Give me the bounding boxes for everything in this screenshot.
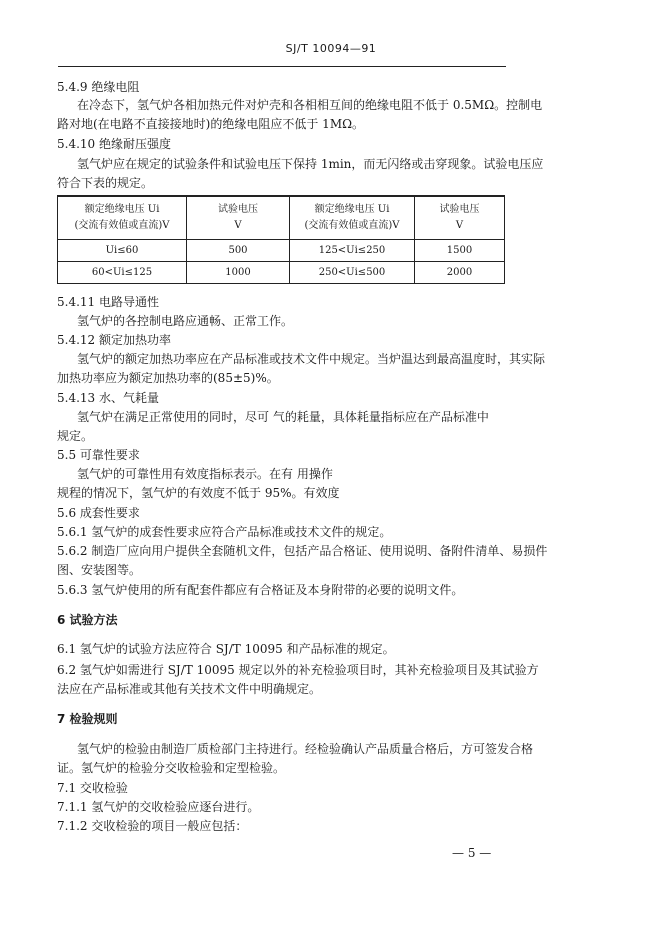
heading-5-5: 5.5 可靠性要求 bbox=[57, 448, 140, 462]
standard-number-header: SJ/T 10094—91 bbox=[285, 42, 377, 55]
header-line: V bbox=[234, 220, 242, 231]
paragraph-line: 5.6.3 氢气炉使用的所有配套件都应有合格证及本身附带的必要的说明文件。 bbox=[57, 583, 464, 597]
table-cell: Ui≤60 bbox=[58, 240, 187, 262]
header-line: V bbox=[455, 220, 464, 231]
header-rule bbox=[58, 66, 506, 67]
paragraph-line: 6.1 氢气炉的试验方法应符合 SJ/T 10095 和产品标准的规定。 bbox=[57, 642, 395, 656]
table-header-cell bbox=[58, 196, 187, 240]
header-line: 额定绝缘电压 Ui bbox=[314, 204, 390, 215]
heading-5-4-9: 5.4.9 绝缘电阻 bbox=[57, 80, 140, 94]
paragraph-line: 氢气炉的可靠性用有效度指标表示。在有 用操作 bbox=[77, 467, 333, 481]
table-header-cell bbox=[415, 196, 505, 240]
header-line: (交流有效值或直流)V bbox=[304, 220, 400, 231]
table-cell: 1500 bbox=[415, 240, 505, 262]
paragraph-line: 6.2 氢气炉如需进行 SJ/T 10095 规定以外的补充检验项目时，其补充检验项目及其试验方 bbox=[57, 663, 539, 677]
paragraph-line: 在冷态下，氢气炉各相加热元件对炉壳和各相相互间的绝缘电阻不低于 0.5MΩ。控制电 bbox=[77, 98, 543, 112]
heading-5-4-11: 5.4.11 电路导通性 bbox=[57, 295, 159, 309]
table-row bbox=[58, 240, 505, 262]
section-heading-7: 7 检验规则 bbox=[57, 712, 118, 726]
header-line: 试验电压 bbox=[218, 204, 258, 215]
paragraph-line: 法应在产品标准或其他有关技术文件中明确规定。 bbox=[57, 682, 322, 696]
table-cell: 500 bbox=[187, 240, 290, 262]
table-cell: 2000 bbox=[415, 262, 505, 284]
paragraph-line: 图、安装图等。 bbox=[57, 563, 142, 577]
page-number: — 5 — bbox=[452, 846, 492, 860]
table-row bbox=[58, 262, 505, 284]
paragraph-line: 氢气炉的各控制电路应通畅、正常工作。 bbox=[77, 314, 294, 328]
table-cell: 1000 bbox=[187, 262, 290, 284]
paragraph-line: 路对地(在电路不直接接地时)的绝缘电阻应不低于 1MΩ。 bbox=[57, 117, 365, 131]
heading-5-4-12: 5.4.12 额定加热功率 bbox=[57, 333, 171, 347]
table-header-cell bbox=[290, 196, 415, 240]
paragraph-line: 规程的情况下，氢气炉的有效度不低于 95%。有效度 bbox=[57, 486, 340, 500]
section-heading-6: 6 试验方法 bbox=[57, 613, 118, 627]
paragraph-line: 证。氢气炉的检验分交收检验和定型检验。 bbox=[57, 761, 286, 775]
table-header-cell bbox=[187, 196, 290, 240]
header-line: 额定绝缘电压 Ui bbox=[84, 204, 160, 215]
table-cell: 60<Ui≤125 bbox=[58, 262, 187, 284]
test-voltage-table bbox=[57, 195, 505, 284]
paragraph-line: 5.6.1 氢气炉的成套性要求应符合产品标准或技术文件的规定。 bbox=[57, 525, 392, 539]
paragraph-line: 7.1.1 氢气炉的交收检验应逐台进行。 bbox=[57, 800, 260, 814]
heading-7-1: 7.1 交收检验 bbox=[57, 781, 128, 795]
paragraph-line: 5.6.2 制造厂应向用户提供全套随机文件，包括产品合格证、使用说明、备附件清单、易损件 bbox=[57, 544, 548, 558]
paragraph-line: 加热功率应为额定加热功率的(85±5)%。 bbox=[57, 371, 279, 385]
paragraph-line: 氢气炉的额定加热功率应在产品标准或技术文件中规定。当炉温达到最高温度时，其实际 bbox=[77, 352, 546, 366]
header-line: (交流有效值或直流)V bbox=[74, 220, 170, 231]
heading-5-4-10: 5.4.10 绝缘耐压强度 bbox=[57, 137, 171, 151]
paragraph-line: 7.1.2 交收检验的项目一般应包括： bbox=[57, 819, 248, 833]
heading-5-4-13: 5.4.13 水、气耗量 bbox=[57, 391, 159, 405]
table-cell: 250<Ui≤500 bbox=[290, 262, 415, 284]
paragraph-line: 规定。 bbox=[57, 429, 94, 443]
paragraph-line: 氢气炉在满足正常使用的同时，尽可 气的耗量，具体耗量指标应在产品标准中 bbox=[77, 410, 489, 424]
heading-5-6: 5.6 成套性要求 bbox=[57, 506, 140, 520]
paragraph-line: 符合下表的规定。 bbox=[57, 176, 154, 190]
paragraph-line: 氢气炉的检验由制造厂质检部门主持进行。经检验确认产品质量合格后，方可签发合格 bbox=[77, 742, 534, 756]
paragraph-line: 氢气炉应在规定的试验条件和试验电压下保持 1min，而无闪络或击穿现象。试验电压应 bbox=[77, 157, 544, 171]
table-cell: 125<Ui≤250 bbox=[290, 240, 415, 262]
header-line: 试验电压 bbox=[439, 204, 480, 215]
